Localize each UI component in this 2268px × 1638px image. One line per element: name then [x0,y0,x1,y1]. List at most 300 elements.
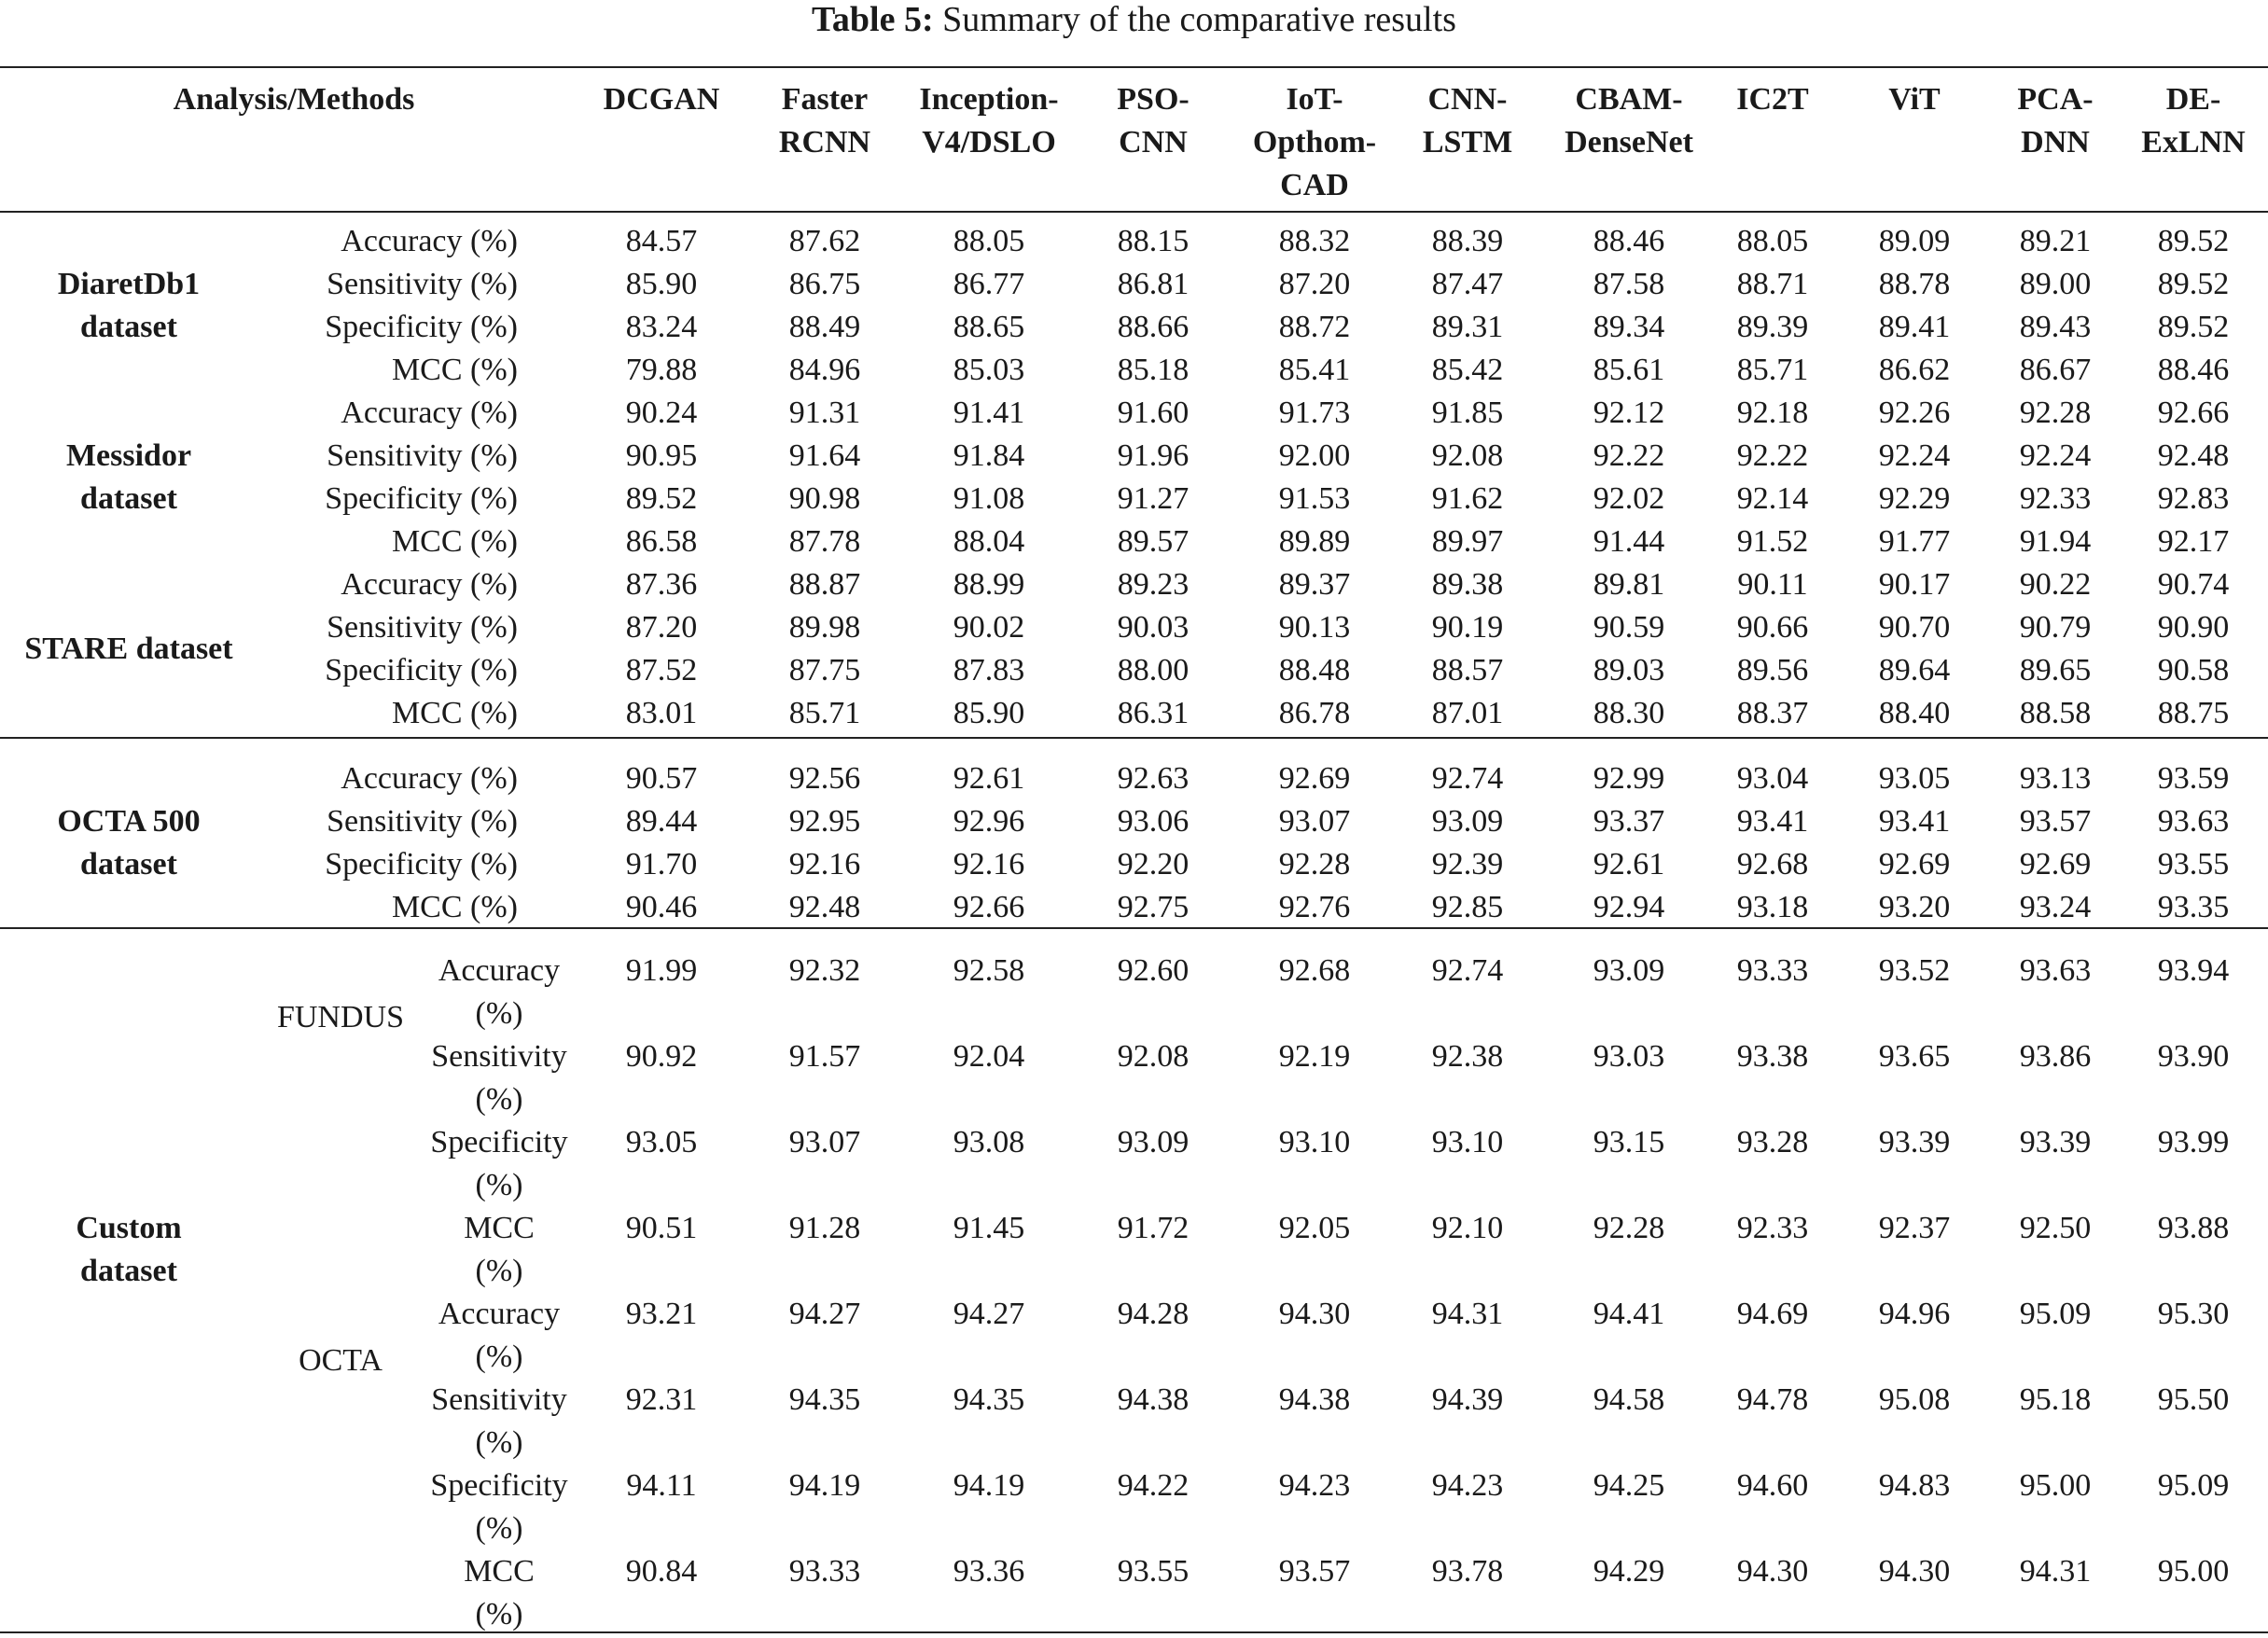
table-cell: 91.41 [953,396,1025,430]
table-cell: 91.73 [1278,396,1351,430]
table-cell: 92.33 [1736,1211,1809,1245]
table-cell: 88.37 [1736,696,1809,730]
dataset-group-label-line: dataset [80,847,177,881]
header-method-line: CBAM- [1575,82,1683,117]
table-cell: 93.03 [1593,1039,1665,1074]
table-cell: 85.42 [1431,353,1504,387]
table-cell: 91.94 [2019,524,2092,559]
table-cell: 93.86 [2019,1039,2092,1074]
table-cell: 93.38 [1736,1039,1809,1074]
table-cell: 89.52 [625,481,698,516]
table-cell: 95.09 [2019,1297,2092,1331]
table-cell: 87.83 [953,653,1025,687]
table-cell: 84.96 [788,353,861,387]
metric-label-line: (%) [475,1082,523,1117]
table-cell: 90.98 [788,481,861,516]
table-cell: 89.09 [1878,224,1951,258]
table-cell: 93.59 [2157,761,2230,796]
table-cell: 94.31 [2019,1554,2092,1589]
table-cell: 93.10 [1278,1125,1351,1159]
table-cell: 90.70 [1878,610,1951,645]
table-cell: 92.26 [1878,396,1951,430]
header-method-line: PCA- [2017,82,2094,117]
table-cell: 92.69 [1878,847,1951,881]
table-cell: 92.56 [788,761,861,796]
table-cell: 88.46 [2157,353,2230,387]
metric-label: MCC (%) [391,890,518,924]
table-cell: 92.29 [1878,481,1951,516]
header-method-line: DNN [2021,125,2090,160]
table-cell: 90.57 [625,761,698,796]
caption-label: Table 5: [812,0,934,39]
table-cell: 93.78 [1431,1554,1504,1589]
table-cell: 88.30 [1593,696,1665,730]
table-cell: 86.75 [788,267,861,301]
metric-label: Specificity (%) [325,310,518,344]
table-cell: 89.38 [1431,567,1504,602]
table-cell: 94.31 [1431,1297,1504,1331]
table-cell: 91.31 [788,396,861,430]
header-method-line: PSO- [1117,82,1190,117]
table-cell: 87.62 [788,224,861,258]
table-cell: 91.28 [788,1211,861,1245]
dataset-group-label [0,263,257,349]
dataset-group-label [0,1207,257,1293]
table-cell: 88.78 [1878,267,1951,301]
table-cell: 92.28 [1593,1211,1665,1245]
metric-label-line: (%) [475,1168,523,1202]
table-cell: 90.19 [1431,610,1504,645]
metric-label [415,950,583,1035]
header-method-line: Inception- [919,82,1059,117]
table-cell: 95.50 [2157,1382,2230,1417]
metric-label: Accuracy (%) [341,567,518,602]
table-cell: 90.46 [625,890,698,924]
table-cell: 93.99 [2157,1125,2230,1159]
table-cell: 92.05 [1278,1211,1351,1245]
table-cell: 94.30 [1736,1554,1809,1589]
metric-label-line: Specificity [430,1468,568,1503]
table-cell: 92.95 [788,804,861,839]
table-cell: 92.31 [625,1382,698,1417]
header-method-line: DCGAN [603,82,720,117]
table-cell: 94.27 [788,1297,861,1331]
table-cell: 86.81 [1117,267,1190,301]
table-cell: 88.15 [1117,224,1190,258]
table-cell: 88.66 [1117,310,1190,344]
metric-label-line: (%) [475,1511,523,1546]
metric-label: Specificity (%) [325,653,518,687]
header-method [1060,78,1246,164]
table-cell: 92.28 [2019,396,2092,430]
table-cell: 94.19 [788,1468,861,1503]
table-cell: 89.98 [788,610,861,645]
table-cell: 90.90 [2157,610,2230,645]
table-cell: 88.32 [1278,224,1351,258]
table-cell: 93.15 [1593,1125,1665,1159]
table-cell: 89.03 [1593,653,1665,687]
table-cell: 91.84 [953,438,1025,473]
table-cell: 92.61 [953,761,1025,796]
table-cell: 91.85 [1431,396,1504,430]
table-cell: 92.66 [2157,396,2230,430]
table-cell: 89.23 [1117,567,1190,602]
table-cell: 93.28 [1736,1125,1809,1159]
table-cell: 94.41 [1593,1297,1665,1331]
table-cell: 93.33 [1736,953,1809,988]
header-method [2100,78,2268,164]
metric-label [415,1207,583,1293]
metric-label: MCC (%) [391,524,518,559]
table-cell: 87.20 [625,610,698,645]
table-cell: 94.35 [953,1382,1025,1417]
dataset-group-label-line: dataset [80,1254,177,1288]
table-cell: 88.39 [1431,224,1504,258]
table-cell: 88.04 [953,524,1025,559]
table-cell: 88.05 [1736,224,1809,258]
table-cell: 87.47 [1431,267,1504,301]
metric-label: Accuracy (%) [341,761,518,796]
table-cell: 95.18 [2019,1382,2092,1417]
table-cell: 94.60 [1736,1468,1809,1503]
table-cell: 92.58 [953,953,1025,988]
table-cell: 95.00 [2019,1468,2092,1503]
table-cell: 92.69 [2019,847,2092,881]
table-cell: 89.39 [1736,310,1809,344]
table-cell: 93.07 [1278,804,1351,839]
table-cell: 92.38 [1431,1039,1504,1074]
table-cell: 88.87 [788,567,861,602]
table-cell: 92.04 [953,1039,1025,1074]
header-method-line: DenseNet [1565,125,1693,160]
table-cell: 94.30 [1278,1297,1351,1331]
table-cell: 89.43 [2019,310,2092,344]
table-cell: 90.17 [1878,567,1951,602]
table-cell: 83.01 [625,696,698,730]
dataset-group-label-line: dataset [80,481,177,516]
table-cell: 88.49 [788,310,861,344]
table-cell: 93.35 [2157,890,2230,924]
table-cell: 88.75 [2157,696,2230,730]
metric-label-line: Accuracy [438,1297,561,1331]
header-method-line: CNN- [1427,82,1508,117]
table-cell: 90.84 [625,1554,698,1589]
table-cell: 93.63 [2019,953,2092,988]
table-cell: 87.20 [1278,267,1351,301]
table-cell: 91.72 [1117,1211,1190,1245]
table-cell: 89.64 [1878,653,1951,687]
table-rule [0,66,2268,68]
table-cell: 89.57 [1117,524,1190,559]
table-cell: 93.65 [1878,1039,1951,1074]
subgroup-label: OCTA [299,1343,383,1378]
table-cell: 94.19 [953,1468,1025,1503]
table-cell: 93.63 [2157,804,2230,839]
table-cell: 89.44 [625,804,698,839]
metric-label-line: (%) [475,1425,523,1460]
table-cell: 93.09 [1593,953,1665,988]
table-cell: 92.12 [1593,396,1665,430]
table-cell: 94.39 [1431,1382,1504,1417]
table-rule [0,737,2268,739]
dataset-group-label [0,435,257,521]
table-cell: 94.30 [1878,1554,1951,1589]
metric-label [415,1293,583,1379]
table-cell: 95.09 [2157,1468,2230,1503]
table-cell: 91.64 [788,438,861,473]
table-cell: 93.18 [1736,890,1809,924]
table-cell: 87.01 [1431,696,1504,730]
table-cell: 94.23 [1431,1468,1504,1503]
table-cell: 92.50 [2019,1211,2092,1245]
table-cell: 93.13 [2019,761,2092,796]
table-cell: 89.56 [1736,653,1809,687]
table-cell: 88.58 [2019,696,2092,730]
table-cell: 92.08 [1117,1039,1190,1074]
table-cell: 90.24 [625,396,698,430]
metric-label: Accuracy (%) [341,224,518,258]
table-cell: 85.71 [788,696,861,730]
header-method-line: Faster [781,82,869,117]
table-cell: 90.95 [625,438,698,473]
table-cell: 95.08 [1878,1382,1951,1417]
table-cell: 85.61 [1593,353,1665,387]
table-cell: 89.21 [2019,224,2092,258]
table-cell: 90.02 [953,610,1025,645]
table-rule [0,1631,2268,1633]
table-cell: 93.36 [953,1554,1025,1589]
table-cell: 92.18 [1736,396,1809,430]
metric-label [415,1464,583,1550]
table-cell: 93.06 [1117,804,1190,839]
table-cell: 93.37 [1593,804,1665,839]
table-cell: 93.39 [1878,1125,1951,1159]
table-cell: 87.52 [625,653,698,687]
table-cell: 79.88 [625,353,698,387]
table-cell: 91.60 [1117,396,1190,430]
header-method [896,78,1082,164]
table-cell: 92.74 [1431,761,1504,796]
table-cell: 90.11 [1737,567,1808,602]
table-cell: 93.21 [625,1297,698,1331]
table-cell: 91.70 [625,847,698,881]
table-cell: 87.58 [1593,267,1665,301]
table-cell: 88.65 [953,310,1025,344]
table-cell: 92.24 [1878,438,1951,473]
table-cell: 94.78 [1736,1382,1809,1417]
table-cell: 85.90 [625,267,698,301]
table-cell: 94.28 [1117,1297,1190,1331]
table-cell: 90.58 [2157,653,2230,687]
dataset-group-label [0,628,257,671]
table-cell: 92.00 [1278,438,1351,473]
table-cell: 89.52 [2157,224,2230,258]
table-cell: 92.83 [2157,481,2230,516]
table-cell: 92.94 [1593,890,1665,924]
metric-label: Accuracy (%) [341,396,518,430]
table-cell: 88.72 [1278,310,1351,344]
table-cell: 92.96 [953,804,1025,839]
header-method [568,78,755,121]
table-cell: 91.62 [1431,481,1504,516]
table-cell: 92.69 [1278,761,1351,796]
table-cell: 83.24 [625,310,698,344]
table-cell: 94.25 [1593,1468,1665,1503]
table-cell: 93.24 [2019,890,2092,924]
table-cell: 90.51 [625,1211,698,1245]
table-cell: 93.41 [1878,804,1951,839]
metric-label: Specificity (%) [325,847,518,881]
table-cell: 87.78 [788,524,861,559]
table-cell: 92.33 [2019,481,2092,516]
table-cell: 93.55 [2157,847,2230,881]
header-analysis-methods: Analysis/Methods [173,82,415,117]
metric-label-line: (%) [475,1340,523,1374]
table-cell: 87.75 [788,653,861,687]
table-cell: 86.67 [2019,353,2092,387]
metric-label-line: Accuracy [438,953,561,988]
table-cell: 86.77 [953,267,1025,301]
table-cell: 92.48 [788,890,861,924]
dataset-group-label-line: Messidor [65,438,192,473]
table-cell: 88.00 [1117,653,1190,687]
metric-label: MCC (%) [391,353,518,387]
table-cell: 94.23 [1278,1468,1351,1503]
table-cell: 94.35 [788,1382,861,1417]
table-cell: 92.16 [953,847,1025,881]
table-cell: 93.04 [1736,761,1809,796]
table-cell: 85.90 [953,696,1025,730]
table-cell: 89.34 [1593,310,1665,344]
table-cell: 91.99 [625,953,698,988]
table-cell: 93.57 [2019,804,2092,839]
table-cell: 88.57 [1431,653,1504,687]
metric-label: Sensitivity (%) [327,267,518,301]
table-cell: 92.48 [2157,438,2230,473]
table-cell: 92.68 [1278,953,1351,988]
table-cell: 92.20 [1117,847,1190,881]
table-cell: 90.92 [625,1039,698,1074]
table-cell: 92.02 [1593,481,1665,516]
table-cell: 91.77 [1878,524,1951,559]
table-cell: 88.99 [953,567,1025,602]
dataset-group-label-line: OCTA 500 [57,804,201,839]
header-method-line: CNN [1119,125,1188,160]
table-cell: 92.68 [1736,847,1809,881]
table-caption [0,0,2268,39]
table-cell: 94.83 [1878,1468,1951,1503]
metric-label [415,1121,583,1207]
table-cell: 92.32 [788,953,861,988]
table-cell: 90.13 [1278,610,1351,645]
metric-label [415,1550,583,1636]
table-cell: 92.19 [1278,1039,1351,1074]
dataset-group-label-line: STARE dataset [24,632,233,666]
metric-label-line: MCC [464,1211,535,1245]
header-method [731,78,918,164]
table-cell: 92.61 [1593,847,1665,881]
table-cell: 89.97 [1431,524,1504,559]
table-cell: 92.63 [1117,761,1190,796]
table-cell: 89.81 [1593,567,1665,602]
table-cell: 94.22 [1117,1468,1190,1503]
metric-label: Sensitivity (%) [327,610,518,645]
metric-label: Sensitivity (%) [327,438,518,473]
table-cell: 95.30 [2157,1297,2230,1331]
table-cell: 94.11 [626,1468,697,1503]
table-cell: 89.52 [2157,267,2230,301]
metric-label-line: Specificity [430,1125,568,1159]
table-cell: 94.38 [1278,1382,1351,1417]
header-method-line: Opthom- [1252,125,1377,160]
table-cell: 91.45 [953,1211,1025,1245]
table-cell: 93.55 [1117,1554,1190,1589]
table-cell: 93.39 [2019,1125,2092,1159]
table-cell: 85.71 [1736,353,1809,387]
table-cell: 93.09 [1431,804,1504,839]
table-cell: 92.28 [1278,847,1351,881]
table-cell: 90.03 [1117,610,1190,645]
caption-text: Summary of the comparative results [942,0,1456,39]
dataset-group-label [0,800,257,886]
table-cell: 89.65 [2019,653,2092,687]
table-cell: 93.52 [1878,953,1951,988]
table-cell: 92.22 [1736,438,1809,473]
table-cell: 93.05 [1878,761,1951,796]
table-cell: 85.41 [1278,353,1351,387]
header-method-line: V4/DSLO [922,125,1056,160]
table-cell: 92.14 [1736,481,1809,516]
table-cell: 89.52 [2157,310,2230,344]
metric-label-line: (%) [475,1254,523,1288]
table-cell: 91.27 [1117,481,1190,516]
header-method-line: LSTM [1422,125,1513,160]
table-cell: 93.33 [788,1554,861,1589]
table-cell: 92.60 [1117,953,1190,988]
table-cell: 89.41 [1878,310,1951,344]
header-method-line: RCNN [778,125,871,160]
table-cell: 92.75 [1117,890,1190,924]
table-cell: 90.59 [1593,610,1665,645]
header-method [1374,78,1561,164]
table-cell: 93.10 [1431,1125,1504,1159]
table-cell: 84.57 [625,224,698,258]
table-cell: 92.22 [1593,438,1665,473]
table-cell: 90.79 [2019,610,2092,645]
metric-label-line: MCC [464,1554,535,1589]
table-cell: 93.94 [2157,953,2230,988]
table-cell: 88.05 [953,224,1025,258]
table-cell: 94.69 [1736,1297,1809,1331]
table-cell: 93.05 [625,1125,698,1159]
table-cell: 93.07 [788,1125,861,1159]
table-cell: 95.00 [2157,1554,2230,1589]
metric-label-line: (%) [475,996,523,1031]
table-cell: 92.10 [1431,1211,1504,1245]
header-method-line: IoT- [1286,82,1343,117]
metric-label [415,1379,583,1464]
table-cell: 91.96 [1117,438,1190,473]
table-cell: 88.46 [1593,224,1665,258]
table-cell: 94.58 [1593,1382,1665,1417]
table-cell: 94.27 [953,1297,1025,1331]
table-cell: 91.53 [1278,481,1351,516]
table-cell: 94.38 [1117,1382,1190,1417]
table-cell: 86.58 [625,524,698,559]
table-cell: 88.40 [1878,696,1951,730]
table-cell: 88.48 [1278,653,1351,687]
header-method-line: ViT [1888,82,1941,117]
